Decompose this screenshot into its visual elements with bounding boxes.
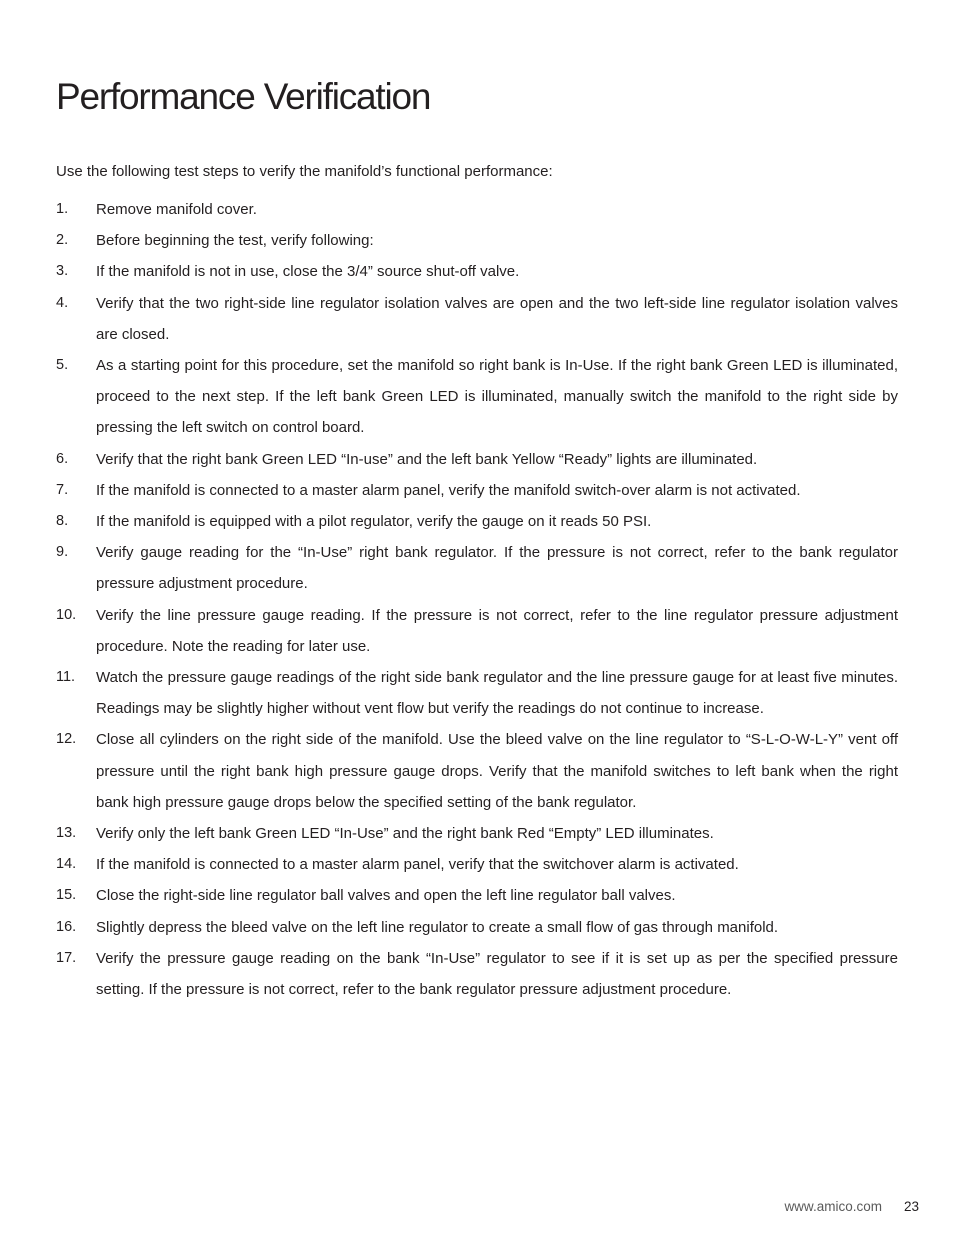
- step-item: [56, 849, 898, 880]
- step-item: [56, 912, 898, 943]
- page-title: Performance Verification: [56, 76, 431, 117]
- step-number: 1.: [56, 201, 69, 217]
- step-item: [56, 475, 898, 506]
- step-item: [56, 225, 898, 256]
- step-item: [56, 194, 898, 225]
- step-item: [56, 943, 898, 1005]
- page-number: 23: [903, 1199, 919, 1214]
- step-item: [56, 662, 898, 724]
- step-number: 4.: [56, 294, 69, 311]
- step-item: [56, 288, 898, 350]
- step-text: As a starting point for this procedure, set the manifold so right bank is In-Use. If the right bank Green LED is illuminated, proceed to the next step. If the left bank Green LED is illuminated, manually switch the manifold to the right side by pressing the left switch on control board.: [96, 357, 898, 437]
- step-number: 17.: [56, 949, 77, 966]
- step-number: 12.: [56, 731, 77, 748]
- step-number: 11.: [56, 669, 76, 686]
- step-text: Verify gauge reading for the “In-Use” right bank regulator. If the pressure is not correct, refer to the bank regulator pressure adjustment procedure.: [96, 544, 898, 593]
- step-item: [56, 600, 898, 662]
- step-item: [56, 506, 898, 537]
- step-number: 9.: [56, 544, 69, 561]
- step-number: 13.: [56, 825, 77, 842]
- step-text: Watch the pressure gauge readings of the right side bank regulator and the line pressure gauge for at least five minutes. Readings may be slightly higher without vent flow but verify the readings do not continue to increase.: [96, 669, 898, 718]
- step-number: 5.: [56, 357, 69, 374]
- step-item: [56, 350, 898, 444]
- step-text: Remove manifold cover.: [96, 201, 257, 218]
- step-text: If the manifold is equipped with a pilot regulator, verify the gauge on it reads 50 PSI.: [96, 513, 652, 531]
- steps-list: [56, 194, 898, 1005]
- step-text: Slightly depress the bleed valve on the left line regulator to create a small flow of gas through manifold.: [96, 918, 779, 936]
- step-number: 2.: [56, 232, 69, 249]
- step-text: Verify the line pressure gauge reading. If the pressure is not correct, refer to the line regulator pressure adjustment procedure. Note the reading for later use.: [96, 606, 898, 655]
- step-item: [56, 256, 898, 287]
- step-item: [56, 724, 898, 818]
- step-number: 14.: [56, 856, 77, 873]
- step-number: 7.: [56, 481, 69, 498]
- step-text: Close all cylinders on the right side of the manifold. Use the bleed valve on the line regulator to “S-L-O-W-L-Y” vent off pressure until the right bank high pressure gauge drops. Verify that the manifold switches to left bank when the right bank high pressure gauge drops below the specified setting of the bank regulator.: [96, 731, 898, 811]
- step-text: If the manifold is not in use, close the 3/4” source shut-off valve.: [96, 263, 520, 281]
- step-text: Verify that the right bank Green LED “In-use” and the left bank Yellow “Ready” lights are illuminated.: [96, 450, 758, 468]
- footer-url[interactable]: www.amico.com: [784, 1199, 882, 1214]
- step-text: Verify that the two right-side line regulator isolation valves are open and the two left-side line regulator isolation valves are closed.: [96, 294, 898, 343]
- intro-text: Use the following test steps to verify the manifold’s functional performance:: [56, 163, 553, 180]
- step-text: Before beginning the test, verify following:: [96, 232, 374, 250]
- step-number: 10.: [56, 606, 77, 623]
- step-text: Close the right-side line regulator ball valves and open the left line regulator ball valves.: [96, 887, 676, 905]
- step-text: If the manifold is connected to a master alarm panel, verify that the switchover alarm is activated.: [96, 856, 739, 874]
- page-footer: [784, 1198, 919, 1216]
- step-text: Verify the pressure gauge reading on the bank “In-Use” regulator to see if it is set up as per the specified pressure setting. If the pressure is not correct, refer to the bank regulator pressure adjustment procedure.: [96, 949, 898, 999]
- step-number: 6.: [56, 450, 69, 467]
- step-item: [56, 880, 898, 911]
- step-text: If the manifold is connected to a master alarm panel, verify the manifold switch-over alarm is not activated.: [96, 481, 801, 499]
- step-number: 3.: [56, 263, 69, 280]
- step-item: [56, 537, 898, 599]
- step-text: Verify only the left bank Green LED “In-Use” and the right bank Red “Empty” LED illuminates.: [96, 825, 714, 843]
- step-item: [56, 818, 898, 849]
- step-number: 8.: [56, 513, 69, 530]
- step-number: 16.: [56, 918, 77, 935]
- step-number: 15.: [56, 887, 77, 904]
- step-item: [56, 444, 898, 475]
